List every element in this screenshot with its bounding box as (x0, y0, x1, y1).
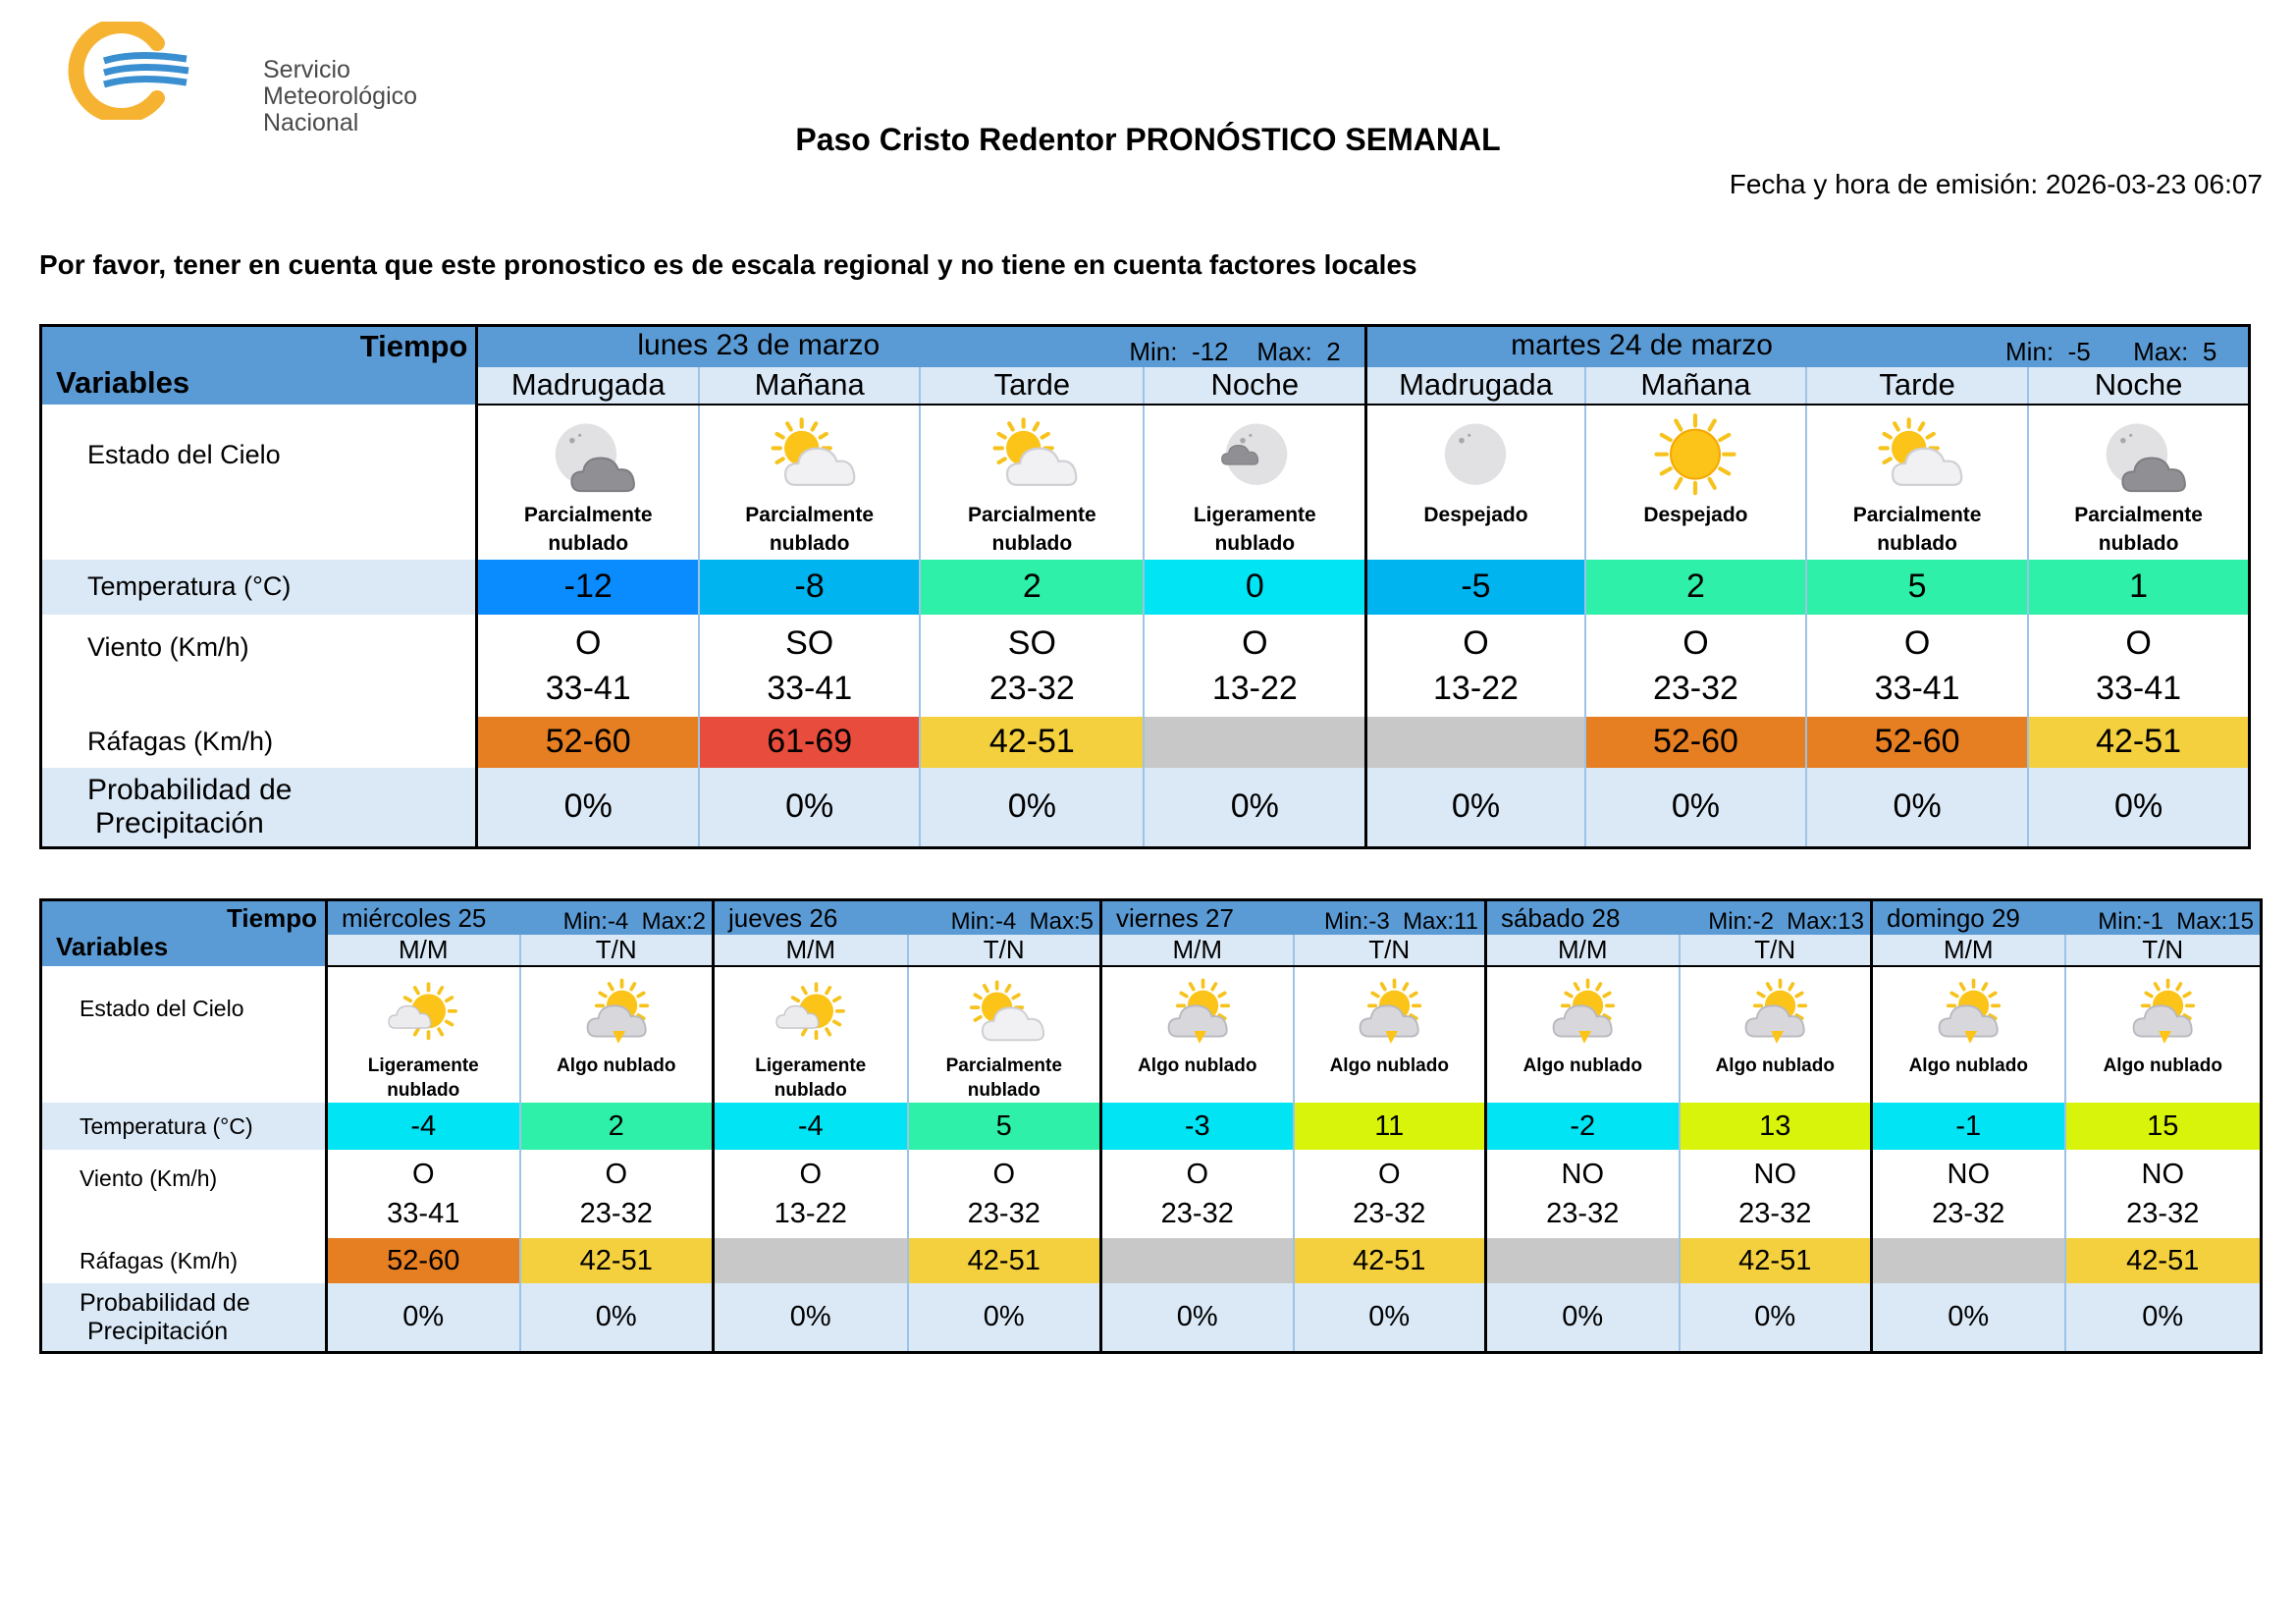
gust-value (1872, 1238, 2065, 1283)
period-label: T/N (2065, 935, 2262, 966)
emission-datetime: Fecha y hora de emisión: 2026-03-23 06:07 (1729, 169, 2263, 199)
sky-condition: Ligeramente nublado (755, 1055, 867, 1102)
tiempo-label: Tiempo (227, 903, 317, 933)
day-min-max (563, 908, 706, 935)
gust-value (1101, 1238, 1294, 1283)
wind-cell (920, 615, 1144, 717)
wind-cell (1294, 1150, 1486, 1238)
sky-cell (1144, 405, 1365, 560)
sun-icon (1644, 411, 1746, 502)
wind-cell (327, 1150, 520, 1238)
row-label (41, 1150, 327, 1238)
day-min: -1 (2142, 908, 2163, 935)
sky-cell (327, 966, 520, 1104)
wind-cell (1806, 615, 2028, 717)
sky-condition: Parcialmente nublado (523, 504, 653, 556)
gust-value: 42-51 (2028, 717, 2249, 768)
mostly-clear-night-icon (1203, 411, 1306, 502)
precip-probability: 0% (1101, 1283, 1294, 1352)
wind-speed: 23-32 (1546, 1198, 1620, 1230)
sky-cell (699, 405, 920, 560)
logo-line-3: Nacional (263, 109, 359, 136)
sky-cell (2065, 966, 2262, 1104)
sky-condition: Parcialmente nublado (967, 504, 1096, 556)
min-label: Min: (1708, 908, 1753, 935)
wind-cell (1486, 1150, 1680, 1238)
day-name: viernes 27 (1116, 903, 1234, 933)
wind-speed: 23-32 (1738, 1198, 1812, 1230)
precip-probability: 0% (920, 768, 1144, 848)
gust-value (714, 1238, 908, 1283)
row-label-line-2: Precipitación (87, 1317, 229, 1345)
max-label: Max: (1787, 908, 1839, 935)
day-min: -3 (1368, 908, 1390, 935)
precip-probability: 0% (327, 1283, 520, 1352)
max-label: Max: (2133, 337, 2189, 366)
day-min: -4 (994, 908, 1017, 935)
precip-probability: 0% (2028, 768, 2249, 848)
row-label-line-1: Probabilidad de (87, 773, 293, 806)
period-label: Madrugada (477, 367, 699, 405)
day-name: sábado 28 (1501, 903, 1621, 933)
min-label: Min: (1129, 337, 1178, 366)
precip-probability: 0% (699, 768, 920, 848)
sky-condition: Algo nublado (1138, 1055, 1257, 1077)
forecast-table-days-1-2 (39, 324, 2251, 849)
sky-condition: Parcialmente nublado (745, 504, 875, 556)
temperature-value: 13 (1680, 1103, 1872, 1150)
temperature-value: 15 (2065, 1103, 2262, 1150)
wind-speed: 23-32 (967, 1198, 1041, 1230)
precip-probability: 0% (1585, 768, 1806, 848)
row-label (41, 1103, 327, 1150)
day-min: -2 (1752, 908, 1774, 935)
wind-speed: 23-32 (1932, 1198, 2005, 1230)
row-label (41, 717, 477, 768)
sky-cell (1806, 405, 2028, 560)
day-header (714, 900, 1101, 935)
row-label-text: Viento (Km/h) (87, 631, 249, 662)
sky-cell (1680, 966, 1872, 1104)
cloudy-sun-icon (2117, 975, 2208, 1055)
table-corner (41, 900, 327, 966)
sky-condition: Algo nublado (1522, 1055, 1642, 1077)
wind-direction: O (1903, 623, 1931, 662)
sky-condition: Parcialmente nublado (1852, 504, 1982, 556)
day-min-max (1129, 337, 1355, 367)
row-label (41, 615, 477, 717)
sky-condition: Ligeramente nublado (367, 1055, 479, 1102)
day-min: -5 (2067, 337, 2091, 366)
gust-value: 42-51 (920, 717, 1144, 768)
wind-speed: 13-22 (774, 1198, 847, 1230)
wind-speed: 23-32 (988, 669, 1075, 707)
wind-direction: NO (1753, 1159, 1796, 1191)
wind-speed: 23-32 (1160, 1198, 1234, 1230)
day-max: 13 (1838, 908, 1864, 935)
day-min: -12 (1191, 337, 1229, 366)
max-label: Max: (2176, 908, 2228, 935)
row-label (41, 1283, 327, 1352)
min-label: Min: (1324, 908, 1369, 935)
partly-cloudy-night-icon (2088, 411, 2190, 502)
wind-cell (908, 1150, 1101, 1238)
wind-direction: O (1682, 623, 1709, 662)
sky-condition: Ligeramente nublado (1193, 504, 1316, 556)
wind-cell (1366, 615, 1585, 717)
day-max: 2 (1326, 337, 1341, 366)
period-label: T/N (1680, 935, 1872, 966)
sky-condition: Algo nublado (2103, 1055, 2222, 1077)
precip-probability: 0% (1294, 1283, 1486, 1352)
min-label: Min: (950, 908, 995, 935)
gust-value (1486, 1238, 1680, 1283)
day-max: 5 (2202, 337, 2217, 366)
wind-cell (714, 1150, 908, 1238)
wind-direction: O (1242, 623, 1268, 662)
cloudy-sun-icon (1152, 975, 1243, 1055)
precip-probability: 0% (477, 768, 699, 848)
day-header (327, 900, 714, 935)
precip-probability: 0% (1144, 768, 1365, 848)
row-label-text: Ráfagas (Km/h) (80, 1247, 239, 1273)
row-label (41, 560, 477, 615)
wind-direction: O (1377, 1159, 1401, 1191)
row-label-text: Temperatura (°C) (87, 571, 292, 601)
wind-speed: 13-22 (1211, 669, 1298, 707)
cloudy-sun-icon (1923, 975, 2013, 1055)
day-max: 2 (692, 908, 706, 935)
day-min-max (1708, 908, 1864, 935)
row-label-text: Viento (Km/h) (80, 1165, 218, 1192)
sky-cell (477, 405, 699, 560)
gust-value: 42-51 (908, 1238, 1101, 1283)
partly-cloudy-day-icon (1866, 411, 1968, 502)
temperature-value: -12 (477, 560, 699, 615)
max-label: Max: (1256, 337, 1312, 366)
temperature-value: 2 (1585, 560, 1806, 615)
precip-probability: 0% (1872, 1283, 2065, 1352)
day-header (1366, 326, 2250, 367)
regional-scale-note: Por favor, tener en cuenta que este pronostico es de escala regional y no tiene en cuenta factores locales (39, 249, 1417, 280)
forecast-table-days-3-7 (39, 898, 2263, 1354)
sky-cell (908, 966, 1101, 1104)
wind-direction: O (411, 1159, 435, 1191)
day-name: domingo 29 (1887, 903, 2020, 933)
gust-value: 52-60 (477, 717, 699, 768)
wind-speed: 13-22 (1433, 669, 1519, 707)
min-label: Min: (2098, 908, 2143, 935)
sky-condition: Parcialmente nublado (945, 1055, 1062, 1102)
gust-value: 42-51 (2065, 1238, 2262, 1283)
temperature-value: -4 (714, 1103, 908, 1150)
day-name: jueves 26 (728, 903, 838, 933)
sky-condition: Parcialmente nublado (2074, 504, 2203, 556)
wind-direction: O (605, 1159, 628, 1191)
day-min-max (2005, 337, 2238, 367)
wind-cell (2065, 1150, 2262, 1238)
precip-probability: 0% (1486, 1283, 1680, 1352)
period-label: M/M (327, 935, 520, 966)
wind-direction: O (2125, 623, 2152, 662)
max-label: Max: (1403, 908, 1455, 935)
wind-direction: SO (1007, 623, 1056, 662)
wind-speed: 23-32 (1652, 669, 1738, 707)
temperature-value: -8 (699, 560, 920, 615)
period-label: Noche (1144, 367, 1365, 405)
sky-cell (1486, 966, 1680, 1104)
logo-line-2: Meteorológico (263, 82, 418, 110)
page-title: Paso Cristo Redentor PRONÓSTICO SEMANAL (795, 122, 1501, 157)
sky-condition: Algo nublado (1715, 1055, 1835, 1077)
tiempo-label: Tiempo (359, 329, 468, 363)
wind-direction: NO (1561, 1159, 1604, 1191)
sky-cell (2028, 405, 2249, 560)
period-label: T/N (908, 935, 1101, 966)
wind-cell (1680, 1150, 1872, 1238)
day-min-max (1324, 908, 1478, 935)
precip-probability: 0% (2065, 1283, 2262, 1352)
day-header (1486, 900, 1872, 935)
max-label: Max: (1029, 908, 1081, 935)
gust-value (1366, 717, 1585, 768)
wind-cell (1872, 1150, 2065, 1238)
temperature-value: 5 (908, 1103, 1101, 1150)
temperature-value: -3 (1101, 1103, 1294, 1150)
wind-speed: 33-41 (767, 669, 853, 707)
wind-speed: 23-32 (579, 1198, 653, 1230)
precip-probability: 0% (520, 1283, 714, 1352)
wind-speed: 33-41 (387, 1198, 460, 1230)
gust-value: 42-51 (520, 1238, 714, 1283)
wind-direction: O (575, 623, 602, 662)
sky-cell (1366, 405, 1585, 560)
cloudy-sun-icon (571, 975, 662, 1055)
day-max: 15 (2227, 908, 2254, 935)
day-header (1101, 900, 1486, 935)
wind-speed: 33-41 (545, 669, 631, 707)
day-name: martes 24 de marzo (1511, 329, 1773, 361)
mostly-sunny-icon (378, 975, 468, 1055)
gust-value: 52-60 (327, 1238, 520, 1283)
row-label-text: Temperatura (°C) (80, 1112, 253, 1139)
temperature-value: -5 (1366, 560, 1585, 615)
mostly-sunny-icon (766, 975, 856, 1055)
wind-direction: NO (1947, 1159, 1990, 1191)
precip-probability: 0% (1366, 768, 1585, 848)
temperature-value: -2 (1486, 1103, 1680, 1150)
sky-cell (920, 405, 1144, 560)
smn-logo (67, 22, 418, 136)
wind-cell (1144, 615, 1365, 717)
period-label: Madrugada (1366, 367, 1585, 405)
precip-probability: 0% (1680, 1283, 1872, 1352)
cloudy-sun-icon (1730, 975, 1820, 1055)
temperature-value: 2 (920, 560, 1144, 615)
row-label (41, 768, 477, 848)
wind-cell (1585, 615, 1806, 717)
gust-value (1144, 717, 1365, 768)
sky-condition: Algo nublado (557, 1055, 676, 1077)
clear-night-icon (1424, 411, 1526, 502)
period-label: M/M (714, 935, 908, 966)
period-label: Noche (2028, 367, 2249, 405)
cloudy-sun-icon (1344, 975, 1434, 1055)
sky-condition: Despejado (1423, 504, 1528, 527)
sky-cell (520, 966, 714, 1104)
period-label: Tarde (920, 367, 1144, 405)
wind-direction: O (992, 1159, 1016, 1191)
day-name: miércoles 25 (342, 903, 487, 933)
partly-cloudy-day-icon (959, 975, 1049, 1055)
period-label: T/N (1294, 935, 1486, 966)
row-label-text: Estado del Cielo (87, 439, 281, 469)
period-label: T/N (520, 935, 714, 966)
wind-speed: 23-32 (1353, 1198, 1426, 1230)
row-label-line-2: Precipitación (95, 806, 264, 839)
row-label-line-1: Probabilidad de (80, 1288, 250, 1317)
partly-cloudy-night-icon (537, 411, 639, 502)
sky-cell (1585, 405, 1806, 560)
day-header (1872, 900, 2262, 935)
day-min-max (951, 908, 1094, 935)
gust-value: 52-60 (1585, 717, 1806, 768)
wind-cell (2028, 615, 2249, 717)
period-label: Tarde (1806, 367, 2028, 405)
row-label-text: Ráfagas (Km/h) (87, 727, 274, 756)
variables-label: Variables (56, 364, 190, 400)
sky-condition: Despejado (1643, 504, 1748, 527)
temperature-value: 2 (520, 1103, 714, 1150)
variables-label: Variables (56, 931, 169, 961)
row-label (41, 966, 327, 1104)
wind-cell (520, 1150, 714, 1238)
wind-cell (477, 615, 699, 717)
wind-cell (1101, 1150, 1294, 1238)
day-min-max (2098, 908, 2254, 935)
period-label: M/M (1486, 935, 1680, 966)
precip-probability: 0% (908, 1283, 1101, 1352)
temperature-value: 5 (1806, 560, 2028, 615)
partly-cloudy-day-icon (981, 411, 1083, 502)
period-label: M/M (1101, 935, 1294, 966)
precip-probability: 0% (714, 1283, 908, 1352)
row-label (41, 1238, 327, 1283)
smn-logo-icon (67, 22, 194, 120)
gust-value: 42-51 (1680, 1238, 1872, 1283)
logo-line-1: Servicio (263, 56, 350, 83)
sky-condition: Algo nublado (1908, 1055, 2028, 1077)
wind-speed: 33-41 (1874, 669, 1960, 707)
day-header (477, 326, 1366, 367)
temperature-value: 0 (1144, 560, 1365, 615)
wind-direction: SO (785, 623, 834, 662)
sky-cell (1294, 966, 1486, 1104)
temperature-value: -4 (327, 1103, 520, 1150)
gust-value: 52-60 (1806, 717, 2028, 768)
sky-cell (714, 966, 908, 1104)
min-label: Min: (562, 908, 608, 935)
row-label-text: Estado del Cielo (80, 995, 244, 1021)
gust-value: 61-69 (699, 717, 920, 768)
wind-speed: 23-32 (2126, 1198, 2200, 1230)
max-label: Max: (641, 908, 693, 935)
gust-value: 42-51 (1294, 1238, 1486, 1283)
day-name: lunes 23 de marzo (637, 329, 881, 361)
wind-direction: O (1186, 1159, 1209, 1191)
temperature-value: -1 (1872, 1103, 2065, 1150)
wind-direction: NO (2141, 1159, 2184, 1191)
row-label (41, 405, 477, 560)
wind-direction: O (799, 1159, 823, 1191)
sky-cell (1872, 966, 2065, 1104)
day-min: -4 (607, 908, 629, 935)
wind-speed: 33-41 (2096, 669, 2182, 707)
sky-cell (1101, 966, 1294, 1104)
temperature-value: 11 (1294, 1103, 1486, 1150)
wind-cell (699, 615, 920, 717)
period-label: Mañana (699, 367, 920, 405)
table-corner (41, 326, 477, 405)
day-max: 11 (1454, 908, 1478, 935)
sky-condition: Algo nublado (1329, 1055, 1449, 1077)
period-label: Mañana (1585, 367, 1806, 405)
precip-probability: 0% (1806, 768, 2028, 848)
wind-direction: O (1463, 623, 1489, 662)
period-label: M/M (1872, 935, 2065, 966)
temperature-value: 1 (2028, 560, 2249, 615)
min-label: Min: (2005, 337, 2055, 366)
partly-cloudy-day-icon (759, 411, 861, 502)
day-max: 5 (1080, 908, 1094, 935)
cloudy-sun-icon (1537, 975, 1628, 1055)
